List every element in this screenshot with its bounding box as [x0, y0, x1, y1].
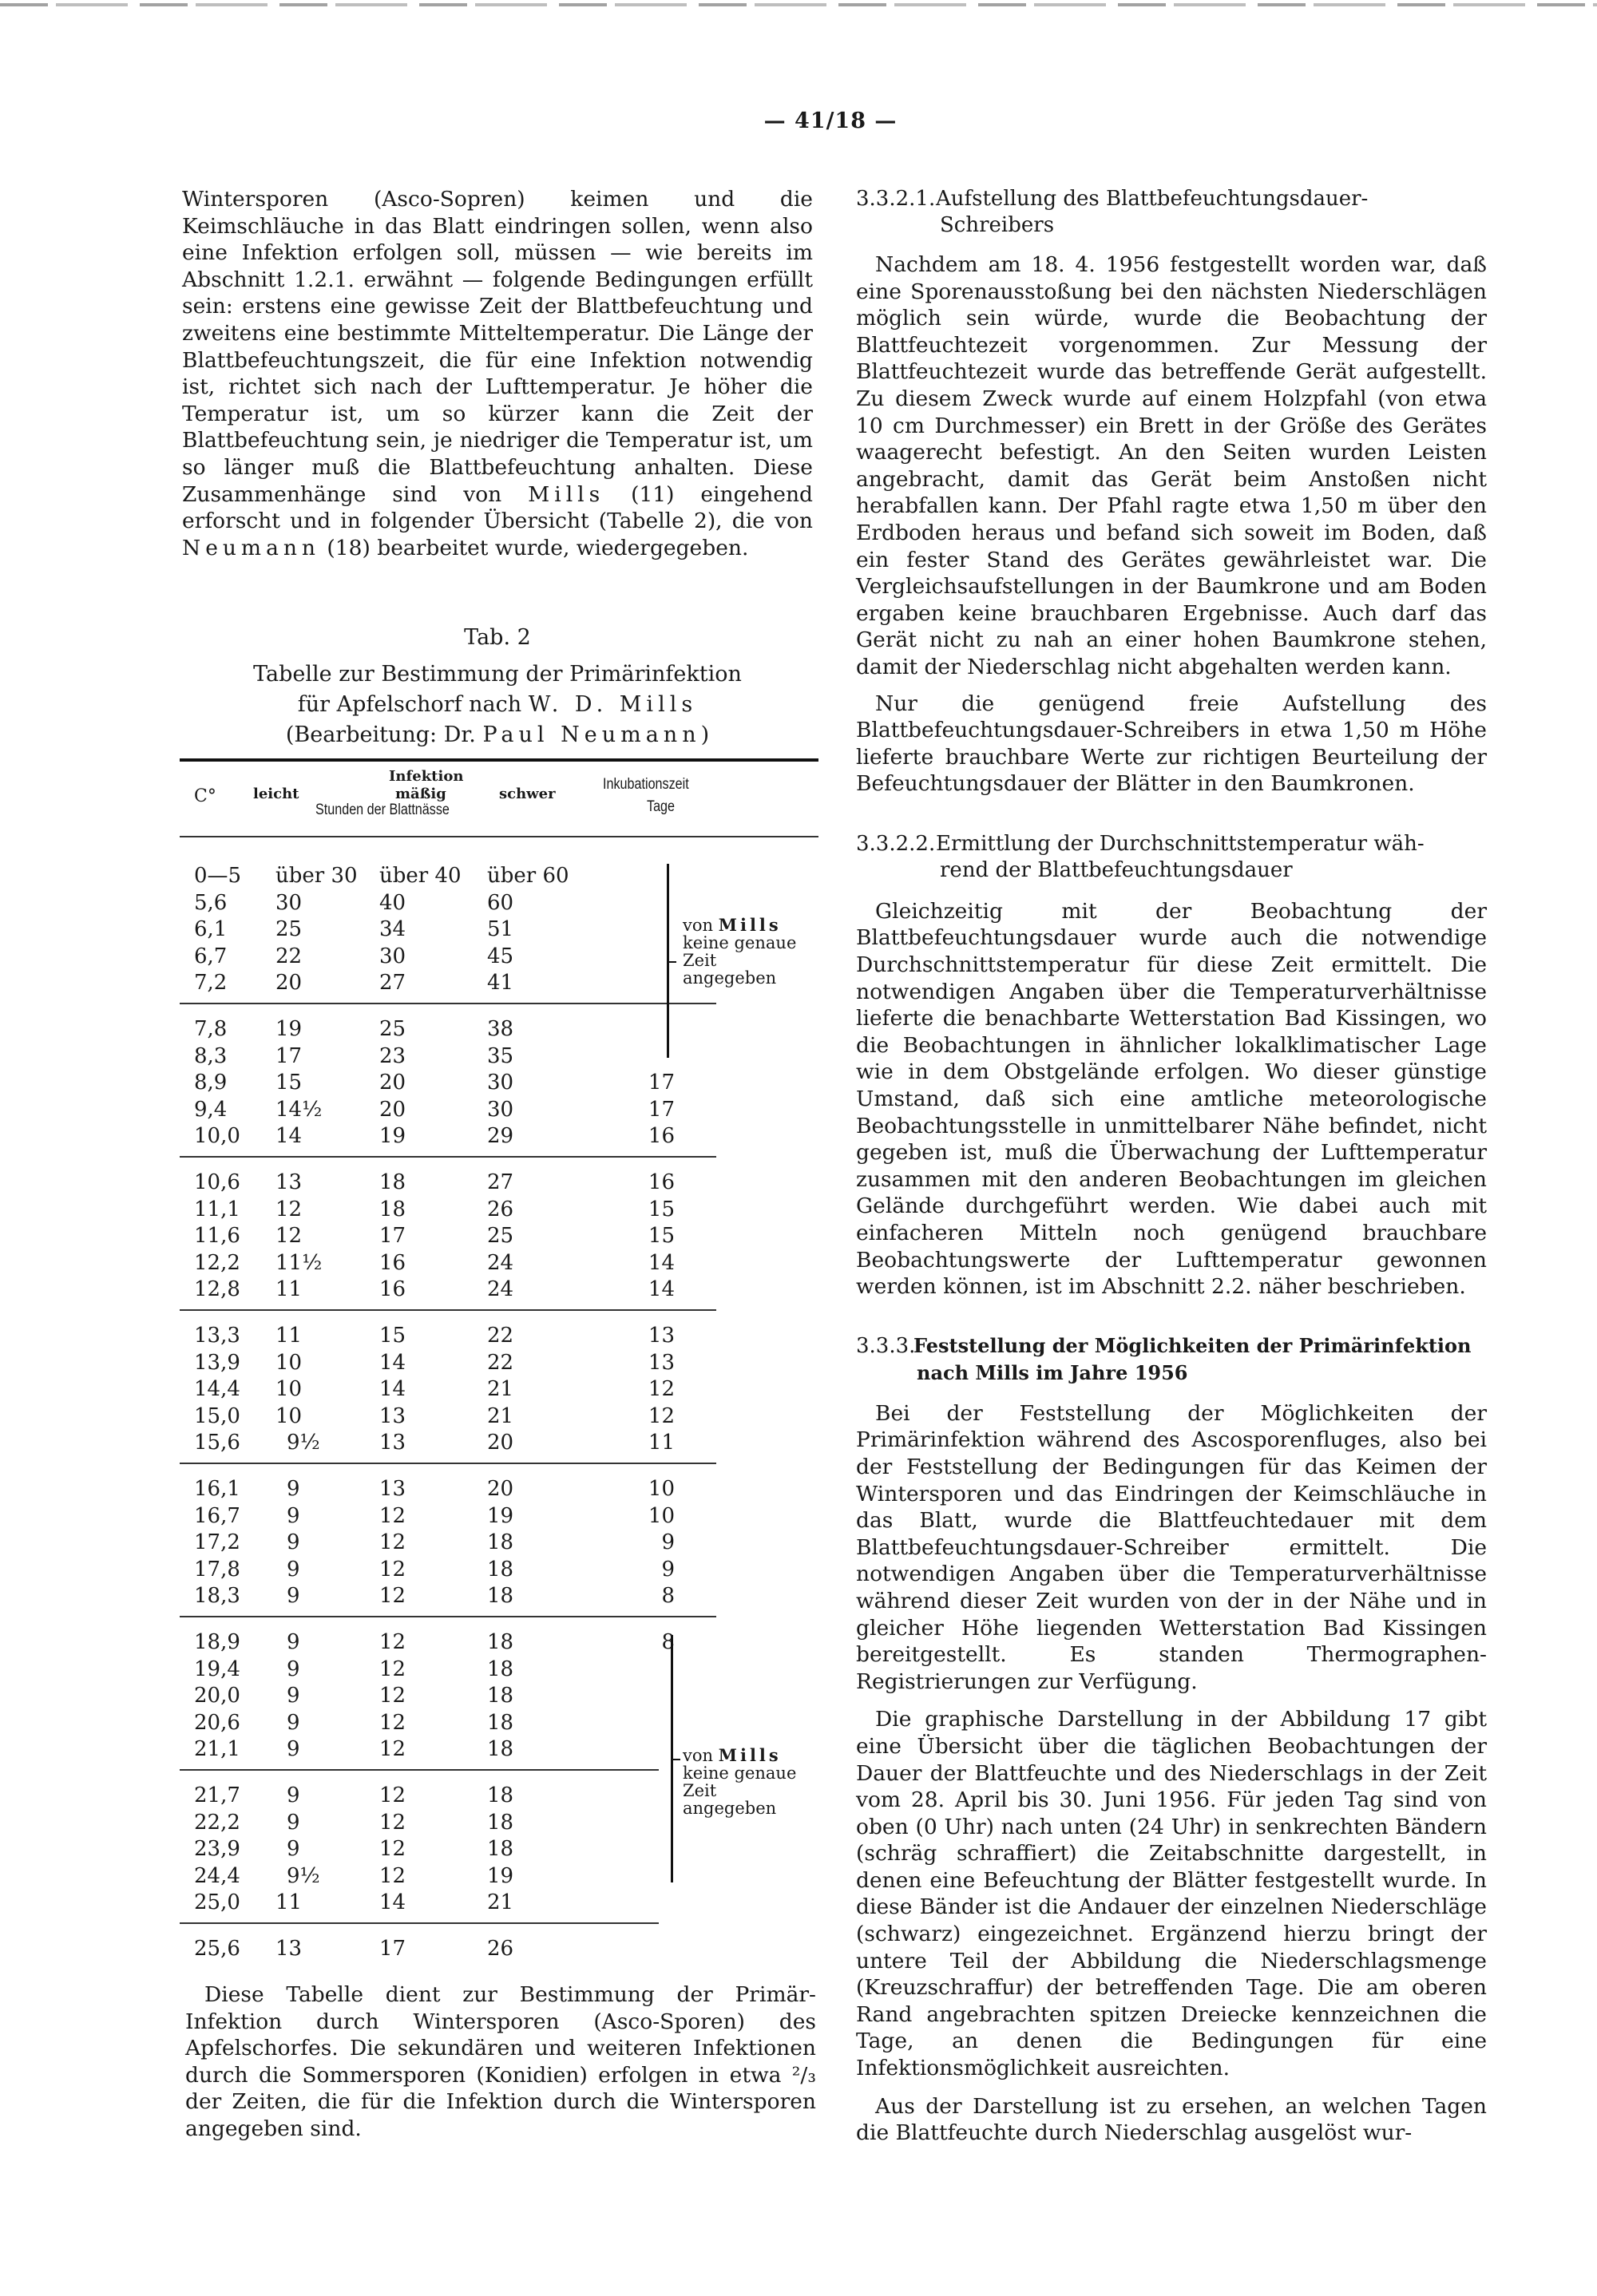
cell-temp: 19,4	[194, 1657, 240, 1681]
paragraph-3321-2: Nur die genügend freie Aufstellung des Blattbefeuchtungsdauer-Schreibers in etwa 1,50 m Höhe lieferte brauchbare Werte zur richtigen Beurteilung der Befeuchtungsdauer der Blätter in den Baumkronen.	[856, 691, 1487, 797]
cell-schwer: 21	[487, 1403, 514, 1428]
cell-maessig: 12	[379, 1657, 406, 1681]
cell-maessig: 17	[379, 1937, 406, 1961]
cell-schwer: 20	[487, 1477, 514, 1501]
cell-temp: 18,3	[194, 1584, 240, 1609]
cell-maessig: 40	[379, 890, 406, 915]
cell-temp: 20,0	[194, 1684, 240, 1708]
cell-inkubation: 9	[661, 1530, 675, 1555]
header-leicht: leicht	[253, 786, 299, 802]
cell-schwer: 20	[487, 1431, 514, 1455]
header-temp: C°	[194, 786, 216, 806]
cell-schwer: 18	[487, 1584, 514, 1609]
paragraph-3321-1: Nachdem am 18. 4. 1956 festgestellt worden war, daß eine Sporenausstoßung bei den nächsten Niederschlägen möglich sein würde, wurde die Beobachtung der Blattfeuchtezeit vorgenommen. Zur Messung der Blattfeuchtezeit wurde das betreffende Gerät aufgestellt. Zu diesem Zweck wurde auf einem Holzpfahl (von etwa 10 cm Durchmesser) ein Brett in der Größe des Gerätes waagerecht befestigt. An den Seiten wurden Leisten angebracht, damit das Gerät beim Anstoßen nicht herabfallen kann. Der Pfahl ragte etwa 1,50 m über den Erdboden heraus und befand sich soweit im Boden, daß ein fester Stand des Gerätes gewährleistet war. Die Vergleichsaufstellungen in der Baumkrone und am Boden ergaben keine brauchbaren Ergebnisse. Auch darf das Gerät nicht zu nah an einer hohen Baumkrone stehen, damit der Niederschlag nicht abgehalten werden kann.	[856, 252, 1487, 679]
cell-inkubation: 16	[648, 1124, 675, 1149]
cell-temp: 10,6	[194, 1170, 240, 1194]
table-header-rule	[180, 836, 818, 837]
table-group-separator	[180, 1616, 716, 1617]
table-row	[180, 1504, 818, 1530]
table-row	[180, 1657, 818, 1684]
cell-temp: 15,0	[194, 1403, 240, 1428]
cell-schwer: 22	[487, 1324, 514, 1348]
cell-leicht: 9	[287, 1684, 300, 1708]
cell-leicht: 19	[275, 1017, 303, 1041]
cell-leicht: 14	[275, 1124, 303, 1149]
cell-leicht: 22	[275, 944, 303, 968]
cell-leicht: 10	[275, 1403, 303, 1428]
cell-maessig: 12	[379, 1630, 406, 1654]
cell-temp: 16,1	[194, 1477, 240, 1501]
cell-schwer: 22	[487, 1350, 514, 1375]
table-caption	[182, 623, 813, 750]
cell-leicht: 30	[275, 890, 303, 915]
cell-leicht: 11	[275, 1324, 303, 1348]
table-row	[180, 1937, 818, 1963]
header-infektion: Infektion	[389, 768, 464, 785]
table-group-separator	[180, 1769, 659, 1771]
cell-inkubation: 17	[648, 1097, 675, 1122]
cell-schwer: 35	[487, 1043, 514, 1068]
cell-leicht: 9	[287, 1630, 300, 1654]
cell-maessig: 12	[379, 1530, 406, 1555]
table-top-rule	[180, 758, 818, 762]
brace-note-2: von Mills keine genaue Zeit angegeben	[683, 1745, 797, 1818]
cell-leicht: 15	[275, 1071, 303, 1095]
cell-temp: 13,3	[194, 1324, 240, 1348]
table-row	[180, 1324, 818, 1350]
cell-maessig: 15	[379, 1324, 406, 1348]
table-row	[180, 1251, 818, 1277]
cell-schwer: 21	[487, 1377, 514, 1402]
brace-bracket-1	[659, 864, 669, 1058]
cell-maessig: 12	[379, 1837, 406, 1862]
header-tage: Tage	[647, 798, 676, 815]
cell-maessig: 23	[379, 1043, 406, 1068]
cell-inkubation: 10	[648, 1503, 675, 1528]
cell-leicht: 13	[275, 1170, 303, 1194]
section-heading-333: 3.3.3.Feststellung der Möglichkeiten der Primärinfektion nach Mills im Jahre 1956	[856, 1333, 1472, 1384]
cell-schwer: 51	[487, 917, 514, 942]
cell-schwer: 26	[487, 1937, 514, 1961]
cell-temp: 6,7	[194, 944, 228, 968]
cell-maessig: 12	[379, 1584, 406, 1609]
cell-temp: 25,0	[194, 1890, 240, 1915]
table-row	[180, 1124, 818, 1150]
cell-maessig: 20	[379, 1071, 406, 1095]
brace-note-1: von Mills keine genaue Zeit angegeben	[683, 915, 797, 988]
cell-maessig: 13	[379, 1403, 406, 1428]
table-row	[180, 1584, 818, 1610]
cell-temp: 9,4	[194, 1097, 228, 1122]
table-group-separator	[180, 1156, 716, 1158]
cell-maessig: 16	[379, 1250, 406, 1275]
cell-leicht: 9	[287, 1810, 300, 1835]
cell-schwer: 18	[487, 1630, 514, 1654]
cell-maessig: 18	[379, 1197, 406, 1221]
table-label: Tab. 2	[464, 625, 531, 650]
cell-inkubation: 13	[648, 1324, 675, 1348]
cell-inkubation: 8	[661, 1630, 675, 1654]
table-row	[180, 1530, 818, 1557]
cell-maessig: 14	[379, 1350, 406, 1375]
cell-schwer: 41	[487, 971, 514, 996]
cell-leicht: 11	[275, 1890, 303, 1915]
cell-schwer: 18	[487, 1710, 514, 1735]
cell-temp: 16,7	[194, 1503, 240, 1528]
cell-schwer: 18	[487, 1530, 514, 1555]
cell-temp: 8,9	[194, 1071, 228, 1095]
paragraph-3322-1: Gleichzeitig mit der Beobachtung der Blattbefeuchtungsdauer wurde auch die notwendige Durchschnittstemperatur für diese Zeit ermittelt. Die notwendigen Angaben über die Temperaturverhältnisse lieferte die benachbarte Wetterstation Bad Kissingen, wo die Beobachtungen in ähnlicher lokalklimatischer Lage wie in dem Obstgelände erfolgen. Wo dieser günstige Umstand, daß sich eine amtliche meteorologische Beobachtungsstelle in unmittelbarer Nähe befindet, nicht gegeben ist, muß die Überwachung der Lufttemperatur zusammen mit den anderen Beobachtungen im gleichen Gelände durchgeführt werden. Wie dabei auch mit einfacheren Mitteln noch genügend brauchbare Beobachtungswerte der Lufttemperatur gewonnen werden können, ist im Abschnitt 2.2. näher beschrieben.	[856, 898, 1487, 1300]
paragraph-333-1: Bei der Feststellung der Möglichkeiten der Primärinfektion während des Ascosporenfluges, also bei der Feststellung der Bedingungen für das Keimen der Wintersporen und das Eindringen der Keimschläuche in das Blatt, wurde die Blattfeuchtedauer mit dem Blattbefeuchtungsdauer-Schreiber ermittelt. Die notwendigen Angaben über die Temperaturverhältnisse während dieser Zeit wurden von der in der Nähe und in gleicher Höhe liegenden Wetterstation Bad Kissingen bereitgestellt. Es standen Thermographen-Registrierungen zur Verfügung.	[856, 1400, 1487, 1694]
cell-leicht: 13	[275, 1937, 303, 1961]
cell-temp: 7,2	[194, 971, 228, 996]
cell-leicht: 9½	[287, 1863, 320, 1888]
table-row	[180, 1377, 818, 1403]
cell-leicht: 9	[287, 1584, 300, 1609]
cell-maessig: 12	[379, 1810, 406, 1835]
cell-temp: 0—5	[194, 864, 242, 888]
cell-temp: 10,0	[194, 1124, 240, 1149]
table-row	[180, 1170, 818, 1197]
cell-maessig: 12	[379, 1684, 406, 1708]
cell-leicht: 11	[275, 1277, 303, 1302]
cell-maessig: 20	[379, 1097, 406, 1122]
cell-leicht: 17	[275, 1043, 303, 1068]
cell-schwer: 30	[487, 1097, 514, 1122]
cell-leicht: 9½	[287, 1431, 320, 1455]
cell-temp: 15,6	[194, 1431, 240, 1455]
cell-maessig: 12	[379, 1863, 406, 1888]
table-row	[180, 1044, 818, 1071]
cell-maessig: 12	[379, 1557, 406, 1581]
cell-maessig: 14	[379, 1377, 406, 1402]
paragraph-333-3: Aus der Darstellung ist zu ersehen, an welchen Tagen die Blattfeuchte durch Niederschlag ausgelöst wur-	[856, 2093, 1487, 2146]
cell-temp: 12,2	[194, 1250, 240, 1275]
cell-leicht: 9	[287, 1737, 300, 1762]
cell-schwer: 29	[487, 1124, 514, 1149]
cell-temp: 14,4	[194, 1377, 240, 1402]
cell-schwer: 19	[487, 1863, 514, 1888]
left-column	[182, 186, 813, 561]
author-neumann: Neumann	[182, 535, 320, 560]
right-column	[856, 186, 1487, 2147]
cell-maessig: 14	[379, 1890, 406, 1915]
table-row	[180, 1558, 818, 1584]
cell-leicht: 10	[275, 1350, 303, 1375]
paragraph-333-2: Die graphische Darstellung in der Abbildung 17 gibt eine Übersicht über die täglichen Beobachtungen der Dauer der Blattfeuchte und des Niederschlags in der Zeit vom 28. April bis 30. Juni 1956. Für jeden Tag sind von oben (0 Uhr) nach unten (24 Uhr) in senkrechten Bändern (schräg schraffiert) die Zeitabschnitte dargestellt, in denen eine Befeuchtung der Blätter festgestellt wurde. In diese Bänder ist die Andauer der einzelnen Niederschläge (schwarz) eingezeichnet. Ergänzend hierzu bringt der untere Teil der Abbildung die Niederschlagsmenge (Kreuzschraffur) der betreffenden Tage. Die am oberen Rand angebrachten spitzen Dreiecke kennzeichnen die Tage, an denen die Bedingungen für eine Infektionsmöglichkeit ausreichten.	[856, 1707, 1487, 2081]
cell-temp: 7,8	[194, 1017, 228, 1041]
cell-inkubation: 10	[648, 1477, 675, 1501]
cell-schwer: 24	[487, 1250, 514, 1275]
cell-leicht: 9	[287, 1477, 300, 1501]
cell-schwer: 45	[487, 944, 514, 968]
table-row	[180, 1864, 818, 1890]
cell-temp: 24,4	[194, 1863, 240, 1888]
table-group-separator	[180, 1922, 659, 1924]
cell-inkubation: 13	[648, 1350, 675, 1375]
cell-temp: 11,6	[194, 1224, 240, 1249]
cell-inkubation: 14	[648, 1250, 675, 1275]
table-row	[180, 1017, 818, 1043]
table-group-separator	[180, 1003, 716, 1004]
cell-schwer: 21	[487, 1890, 514, 1915]
section-heading-3322: 3.3.2.2.Ermittlung der Durchschnittstemperatur wäh- rend der Blattbefeuchtungsdauer	[856, 831, 1425, 882]
cell-maessig: 17	[379, 1224, 406, 1249]
cell-temp: 21,1	[194, 1737, 240, 1762]
cell-maessig: über 40	[379, 864, 462, 888]
cell-schwer: 19	[487, 1503, 514, 1528]
table-group-separator	[180, 1463, 716, 1464]
table-row	[180, 891, 818, 917]
cell-maessig: 25	[379, 1017, 406, 1041]
brace-bracket-2	[663, 1635, 673, 1882]
table-row	[180, 1837, 818, 1863]
cell-leicht: 9	[287, 1837, 300, 1862]
cell-schwer: 24	[487, 1277, 514, 1302]
cell-maessig: 12	[379, 1737, 406, 1762]
table-row	[180, 1711, 818, 1737]
cell-inkubation: 15	[648, 1197, 675, 1221]
table-row	[180, 1431, 818, 1457]
table-row	[180, 1197, 818, 1224]
cell-schwer: 27	[487, 1170, 514, 1194]
cell-schwer: 18	[487, 1557, 514, 1581]
cell-schwer: über 60	[487, 864, 569, 888]
cell-maessig: 27	[379, 971, 406, 996]
cell-maessig: 30	[379, 944, 406, 968]
cell-leicht: 9	[287, 1783, 300, 1807]
intro-paragraph: Wintersporen (Asco-Sopren) keimen und die Keimschläuche in das Blatt eindringen sollen, wenn also eine Infektion erfolgen soll, müssen — wie bereits im Abschnitt 1.2.1. erwähnt — folgende Bedingungen erfüllt sein: erstens eine gewisse Zeit der Blattbefeuchtung und zweitens eine bestimmte Mitteltemperatur. Die Länge der Blattbefeuchtungszeit, die für eine Infektion notwendig ist, richtet sich nach der Lufttemperatur. Je höher die Temperatur ist, um so kürzer kann die Zeit der Blattbefeuchtung sein, je niedriger die Temperatur ist, um so länger muß die Blattbefeuchtung anhalten. Diese Zusammenhänge sind von Mills (11) eingehend erforscht und in folgender Übersicht (Tabelle 2), die von Neumann (18) bearbeitet wurde, wiedergegeben.	[182, 187, 813, 560]
cell-schwer: 38	[487, 1017, 514, 1041]
cell-leicht: über 30	[275, 864, 358, 888]
page-number: — 41/18 —	[763, 109, 898, 133]
cell-leicht: 12	[275, 1224, 303, 1249]
cell-inkubation: 12	[648, 1377, 675, 1402]
cell-leicht: 9	[287, 1710, 300, 1735]
table-row	[180, 1890, 818, 1917]
cell-temp: 18,9	[194, 1630, 240, 1654]
header-schwer: schwer	[499, 786, 556, 802]
cell-temp: 21,7	[194, 1783, 240, 1807]
header-stunden: Stunden der Blattnässe	[315, 802, 450, 818]
cell-temp: 23,9	[194, 1837, 240, 1862]
table-title-line3: (Bearbeitung: Dr. Paul Neumann)	[285, 722, 710, 747]
table-footnote: Diese Tabelle dient zur Bestimmung der Primär-Infektion durch Wintersporen (Asco-Sporen) des Apfelschorfes. Die sekundären und weiteren Infektionen durch die Sommersporen (Konidien) erfolgen in etwa ²/₃ der Zeiten, die für die Infektion durch die Wintersporen angegeben sind.	[185, 1982, 816, 2141]
cell-temp: 22,2	[194, 1810, 240, 1835]
table-row	[180, 1071, 818, 1097]
cell-inkubation: 11	[648, 1431, 675, 1455]
cell-leicht: 10	[275, 1377, 303, 1402]
cell-schwer: 18	[487, 1783, 514, 1807]
cell-maessig: 12	[379, 1710, 406, 1735]
cell-maessig: 18	[379, 1170, 406, 1194]
cell-temp: 8,3	[194, 1043, 228, 1068]
cell-maessig: 13	[379, 1477, 406, 1501]
cell-temp: 17,8	[194, 1557, 240, 1581]
cell-temp: 11,1	[194, 1197, 240, 1221]
table-row	[180, 1630, 818, 1657]
cell-inkubation: 12	[648, 1403, 675, 1428]
cell-inkubation: 15	[648, 1224, 675, 1249]
table-row	[180, 1404, 818, 1431]
table-row	[180, 1277, 818, 1304]
cell-temp: 6,1	[194, 917, 228, 942]
table-row	[180, 1477, 818, 1503]
cell-schwer: 60	[487, 890, 514, 915]
table-title-line1: Tabelle zur Bestimmung der Primärinfektion	[253, 662, 742, 687]
table-row	[180, 1224, 818, 1250]
cell-inkubation: 16	[648, 1170, 675, 1194]
cell-schwer: 18	[487, 1810, 514, 1835]
cell-leicht: 12	[275, 1197, 303, 1221]
cell-schwer: 18	[487, 1657, 514, 1681]
cell-leicht: 9	[287, 1557, 300, 1581]
cell-schwer: 25	[487, 1224, 514, 1249]
cell-maessig: 16	[379, 1277, 406, 1302]
cell-leicht: 9	[287, 1657, 300, 1681]
cell-maessig: 12	[379, 1503, 406, 1528]
cell-leicht: 14½	[275, 1097, 323, 1122]
author-mills: Mills	[528, 481, 605, 507]
cell-temp: 5,6	[194, 890, 228, 915]
cell-leicht: 11½	[275, 1250, 323, 1275]
cell-inkubation: 9	[661, 1557, 675, 1581]
cell-maessig: 13	[379, 1431, 406, 1455]
cell-temp: 25,6	[194, 1937, 240, 1961]
cell-schwer: 30	[487, 1071, 514, 1095]
header-maessig: mäßig	[395, 786, 446, 802]
table-group-separator	[180, 1309, 716, 1311]
cell-maessig: 12	[379, 1783, 406, 1807]
table-row	[180, 864, 818, 890]
table-row	[180, 1351, 818, 1377]
cell-leicht: 20	[275, 971, 303, 996]
cell-maessig: 19	[379, 1124, 406, 1149]
section-heading-3321: 3.3.2.1.Aufstellung des Blattbefeuchtungsdauer- Schreibers	[856, 187, 1369, 237]
cell-schwer: 26	[487, 1197, 514, 1221]
table-title-line2: für Apfelschorf nach W. D. Mills	[297, 692, 698, 717]
scan-edge-artifact	[0, 3, 1597, 6]
cell-schwer: 18	[487, 1737, 514, 1762]
cell-schwer: 18	[487, 1684, 514, 1708]
cell-temp: 13,9	[194, 1350, 240, 1375]
cell-inkubation: 17	[648, 1071, 675, 1095]
cell-temp: 12,8	[194, 1277, 240, 1302]
cell-inkubation: 8	[661, 1584, 675, 1609]
cell-temp: 20,6	[194, 1710, 240, 1735]
cell-temp: 17,2	[194, 1530, 240, 1555]
cell-schwer: 18	[487, 1837, 514, 1862]
cell-leicht: 9	[287, 1503, 300, 1528]
cell-maessig: 34	[379, 917, 406, 942]
cell-inkubation: 14	[648, 1277, 675, 1302]
table-row	[180, 1098, 818, 1124]
cell-leicht: 9	[287, 1530, 300, 1555]
header-inkubation: Inkubationszeit	[603, 776, 689, 793]
table-row	[180, 1684, 818, 1710]
cell-leicht: 25	[275, 917, 303, 942]
